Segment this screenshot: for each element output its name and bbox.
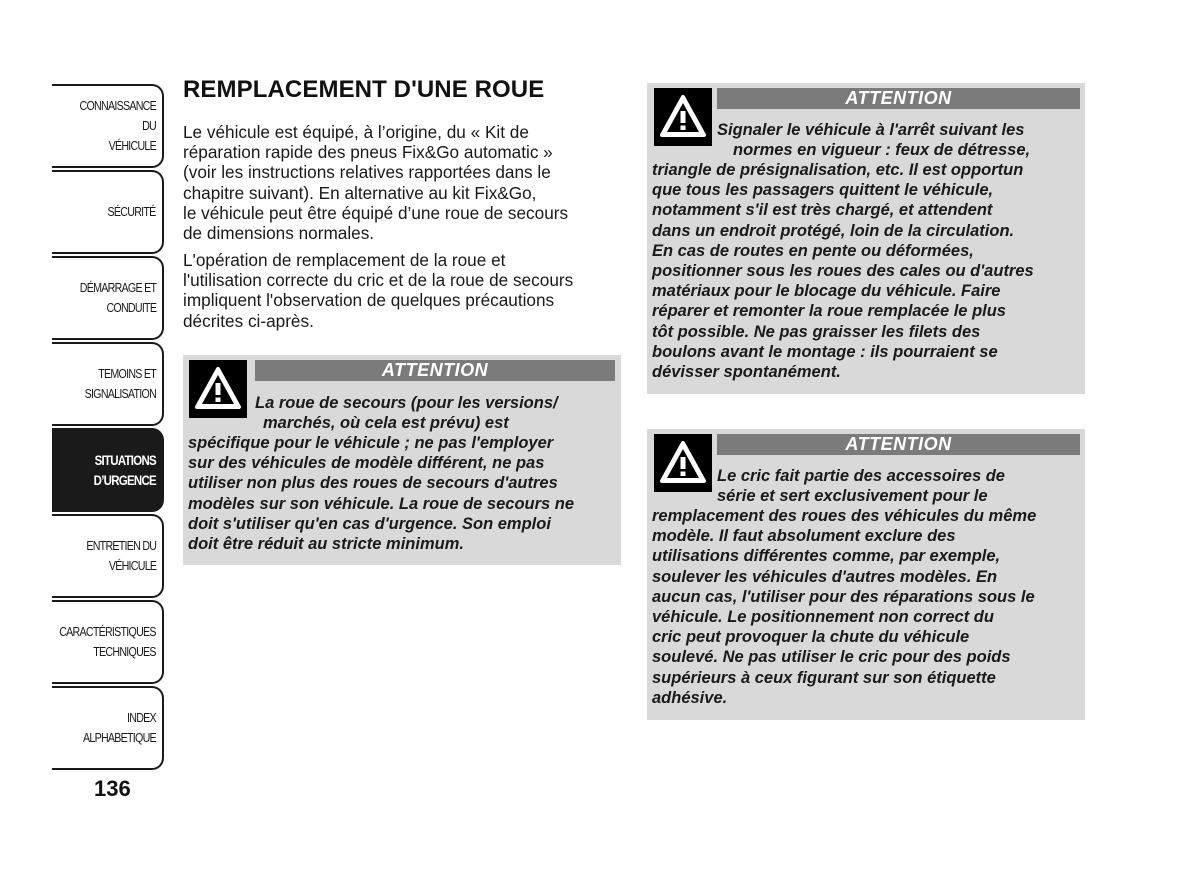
- tab-label: ENTRETIEN DU VÉHICULE: [86, 538, 156, 573]
- text-line: l'utilisation correcte du cric et de la roue de secours: [183, 270, 574, 291]
- text-line: série et sert exclusivement pour le: [717, 487, 988, 506]
- tab-temoins-et-signalisation[interactable]: [52, 342, 164, 426]
- tab-label: DÉMARRAGE ET CONDUITE: [79, 280, 156, 315]
- text-line: réparation rapide des pneus Fix&Go automatic »: [183, 142, 553, 163]
- text-line: adhésive.: [652, 688, 728, 707]
- warning-triangle-icon: [654, 88, 712, 146]
- text-line: sur des véhicules de modèle différent, ne pas: [188, 454, 545, 473]
- text-line: décrites ci-après.: [183, 310, 314, 331]
- text-line: boulons avant le montage : ils pourraient se: [652, 342, 998, 361]
- text-line: marchés, où cela est prévu) est: [263, 414, 509, 433]
- text-line: utiliser non plus des roues de secours d'autres: [188, 474, 558, 493]
- section-title: REMPLACEMENT D'UNE ROUE: [183, 76, 545, 103]
- text-line: La roue de secours (pour les versions/: [255, 394, 558, 412]
- text-line: modèles sur son véhicule. La roue de secours ne: [188, 494, 575, 513]
- warning-text-body: [652, 506, 1036, 708]
- warning-text-head: [717, 120, 1030, 160]
- tab-entretien-du-vehicule[interactable]: [52, 514, 164, 598]
- text-line: doit s'utiliser qu'en cas d'urgence. Son emploi: [188, 514, 551, 533]
- text-line: notamment s'il est très chargé, et attendent: [652, 201, 993, 220]
- warning-box-spare-wheel: [183, 355, 621, 565]
- tab-index-alphabetique[interactable]: [52, 686, 164, 770]
- tab-label: TEMOINS ET SIGNALISATION: [84, 366, 156, 401]
- text-line: soulevé. Ne pas utiliser le cric pour des poids: [652, 648, 1011, 667]
- warning-triangle-icon: [654, 434, 712, 492]
- tab-situations-d-urgence[interactable]: [52, 428, 164, 512]
- warning-box-vehicle-signaling: [647, 83, 1085, 394]
- text-line: En cas de routes en pente ou déformées,: [652, 241, 974, 260]
- warning-box-jack: [647, 429, 1085, 720]
- warning-header: ATTENTION: [717, 88, 1080, 109]
- text-line: dévisser spontanément.: [652, 363, 841, 382]
- text-line: remplacement des roues des véhicules du même: [652, 507, 1037, 525]
- page-number: 136: [94, 776, 131, 801]
- text-line: modèle. Il faut absolument exclure des: [652, 527, 956, 546]
- text-line: (voir les instructions relatives rapportées dans le: [183, 162, 551, 183]
- text-line: véhicule. Le positionnement non correct du: [652, 608, 994, 627]
- text-line: matériaux pour le blocage du véhicule. Faire: [652, 282, 1001, 301]
- warning-text-body: [652, 160, 1034, 382]
- intro-paragraph: [183, 122, 623, 243]
- text-line: que tous les passagers quittent le véhicule,: [652, 181, 994, 200]
- text-line: doit être réduit au stricte minimum.: [188, 535, 464, 554]
- precautions-paragraph: [183, 250, 623, 331]
- tab-label: CARACTÉRISTIQUES TECHNIQUES: [59, 624, 156, 659]
- tab-demarrage-et-conduite[interactable]: [52, 256, 164, 340]
- text-line: dans un endroit protégé, loin de la circulation.: [652, 221, 1015, 240]
- text-line: cric peut provoquer la chute du véhicule: [652, 628, 970, 647]
- warning-header: ATTENTION: [255, 360, 615, 381]
- text-line: Signaler le véhicule à l'arrêt suivant les: [717, 121, 1025, 139]
- text-line: supérieurs à ceux figurant sur son étiquette: [652, 668, 996, 687]
- warning-header: ATTENTION: [717, 434, 1080, 455]
- tab-label: CONNAISSANCE DU VÉHICULE: [79, 98, 156, 153]
- chapter-tab-nav: [52, 84, 166, 772]
- warning-text-body: [188, 433, 574, 554]
- tab-label: SITUATIONS D’URGENCE: [93, 452, 156, 488]
- text-line: de dimensions normales.: [183, 223, 375, 244]
- tab-caracteristiques-techniques[interactable]: [52, 600, 164, 684]
- warning-triangle-icon: [189, 360, 247, 418]
- text-line: tôt possible. Ne pas graisser les filets des: [652, 322, 981, 341]
- text-line: Le cric fait partie des accessoires de: [717, 467, 1005, 485]
- text-line: impliquent l'observation de quelques précautions: [183, 290, 555, 311]
- warning-text-head: [717, 466, 1005, 506]
- text-line: positionner sous les roues des cales ou d'autres: [652, 262, 1034, 281]
- text-line: normes en vigueur : feux de détresse,: [733, 141, 1031, 160]
- text-line: réparer et remonter la roue remplacée le plus: [652, 302, 1006, 321]
- text-line: triangle de présignalisation, etc. Il est opportun: [652, 161, 1024, 179]
- tab-securite[interactable]: [52, 170, 164, 254]
- text-line: chapitre suivant). En alternative au kit Fix&Go,: [183, 182, 537, 203]
- text-line: Le véhicule est équipé, à l’origine, du « Kit de: [183, 122, 529, 142]
- text-line: le véhicule peut être équipé d’une roue de secours: [183, 202, 569, 223]
- warning-text-head: [255, 393, 558, 433]
- text-line: utilisations différentes comme, par exemple,: [652, 547, 1001, 566]
- tab-label: SÉCURITÉ: [108, 204, 156, 219]
- text-line: spécifique pour le véhicule ; ne pas l'employer: [188, 434, 554, 452]
- tab-connaissance-du-vehicule[interactable]: [52, 84, 164, 168]
- tab-label: INDEX ALPHABETIQUE: [83, 710, 156, 745]
- text-line: soulever les véhicules d'autres modèles. En: [652, 567, 998, 586]
- text-line: aucun cas, l'utiliser pour des réparations sous le: [652, 587, 1035, 606]
- text-line: L'opération de remplacement de la roue et: [183, 250, 506, 270]
